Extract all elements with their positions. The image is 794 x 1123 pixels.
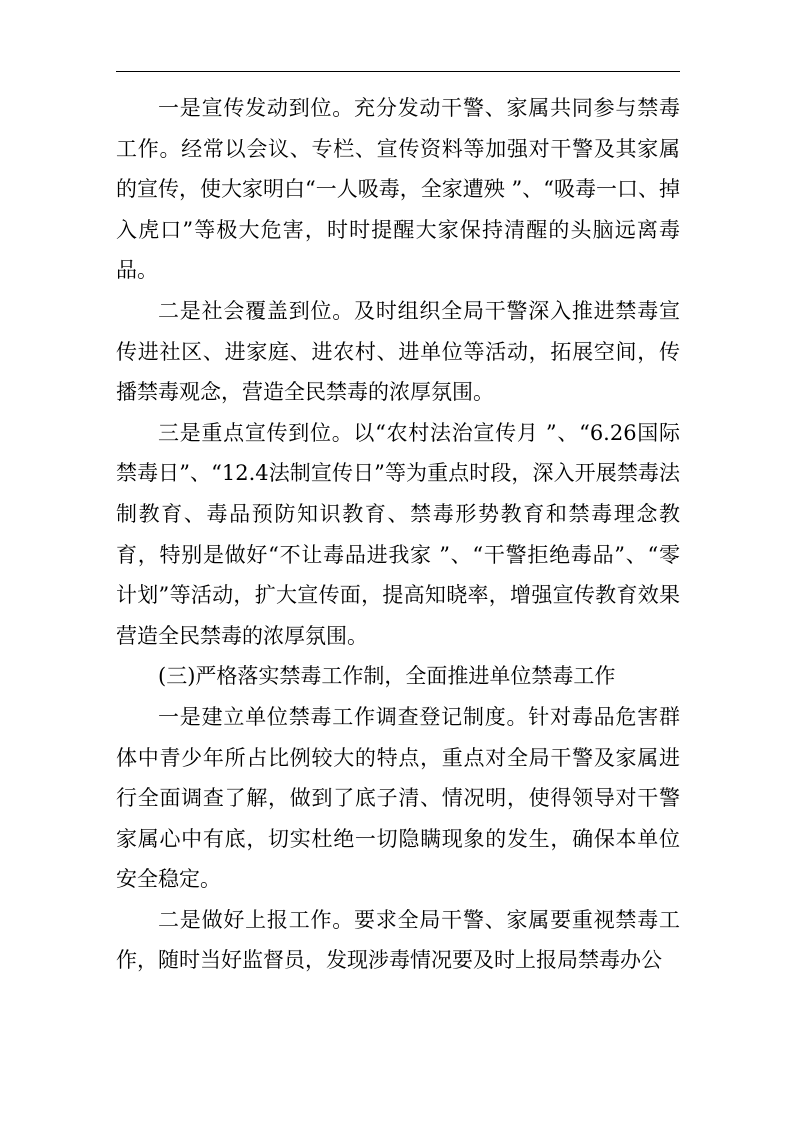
paragraph-social-coverage: 二是社会覆盖到位。及时组织全局干警深入推进禁毒宣传进社区、进家庭、进农村、进单位等活动，拓展空间，传播禁毒观念，营造全民禁毒的浓厚氛围。	[116, 298, 680, 405]
paragraph-key-publicity: 三是重点宣传到位。以“农村法治宣传月 ”、“6.26国际禁毒日”、“12.4法制宣传日”等为重点时段，深入开展禁毒法制教育、毒品预防知识教育、禁毒形势教育和禁毒理念教育，特别是做好“不让毒品进我家 ”、“干警拒绝毒品”、“零计划”等活动，扩大宣传面，提高知晓率，增强宣传教育效果营造全民禁毒的浓厚氛围。	[116, 420, 680, 648]
paragraph-publicity-mobilization: 一是宣传发动到位。充分发动干警、家属共同参与禁毒工作。经常以会议、专栏、宣传资料等加强对干警及其家属的宣传，使大家明白“一人吸毒，全家遭殃 ”、“吸毒一口、掉入虎口”等极大危害，时时提醒大家保持清醒的头脑远离毒品。	[116, 96, 680, 283]
section-heading-three: (三)严格落实禁毒工作制，全面推进单位禁毒工作	[158, 664, 616, 689]
paragraph-investigation-registration: 一是建立单位禁毒工作调查登记制度。针对毒品危害群体中青少年所占比例较大的特点，重点对全局干警及家属进行全面调查了解，做到了底子清、情况明，使得领导对干警家属心中有底，切实杜绝一切隐瞒现象的发生，确保本单位安全稳定。	[116, 704, 680, 892]
document-body	[116, 88, 680, 981]
paragraph-reporting-work: 二是做好上报工作。要求全局干警、家属要重视禁毒工作，随时当好监督员，发现涉毒情况要及时上报局禁毒办公	[116, 907, 680, 973]
header-rule	[116, 71, 680, 72]
